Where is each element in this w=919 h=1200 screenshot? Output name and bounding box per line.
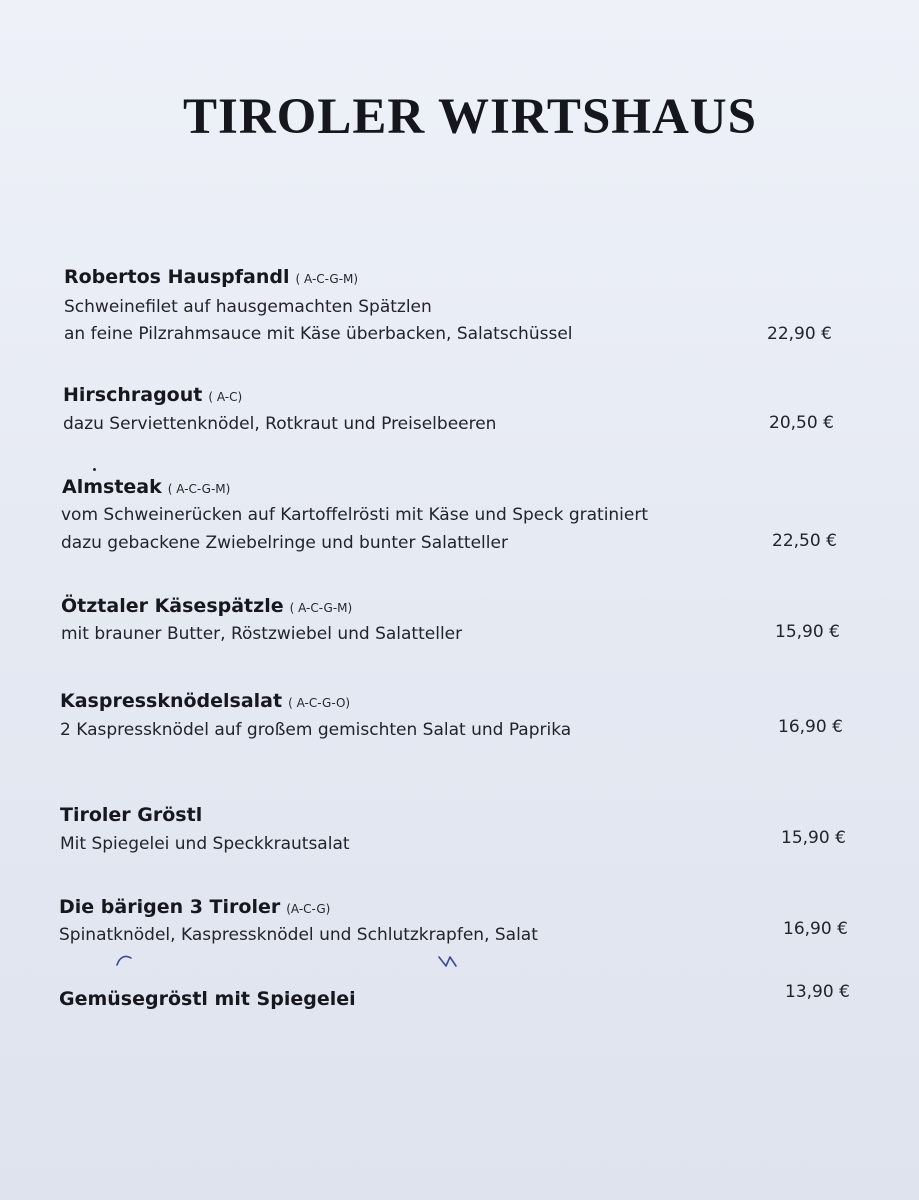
pen-mark-icon xyxy=(436,952,466,974)
allergen-codes: (A-C-G) xyxy=(286,902,331,916)
dish-name-line xyxy=(64,266,358,288)
dish-name: Tiroler Gröstl xyxy=(60,804,203,826)
dish-description: vom Schweinerücken auf Kartoffelrösti mit Käse und Speck gratiniert xyxy=(61,505,649,525)
dish-description: Schweinefilet auf hausgemachten Spätzlen xyxy=(64,297,432,317)
allergen-codes: ( A-C-G-M) xyxy=(289,601,353,615)
dish-description: dazu gebackene Zwiebelringe und bunter Salatteller xyxy=(61,533,508,553)
dish-name-line xyxy=(63,384,242,406)
dish-name-line xyxy=(59,896,330,918)
dish-name: Kaspressknödelsalat xyxy=(60,690,283,712)
dish-name-line xyxy=(60,804,202,826)
dish-name-line xyxy=(62,476,230,498)
dish-description: mit brauner Butter, Röstzwiebel und Salatteller xyxy=(61,624,463,644)
dish-name: Hirschragout xyxy=(63,384,203,406)
dish-name: Ötztaler Käsespätzle xyxy=(61,595,284,617)
dish-price: 16,90 € xyxy=(778,717,843,737)
dish-description: Mit Spiegelei und Speckkrautsalat xyxy=(60,834,350,854)
dish-description: an feine Pilzrahmsauce mit Käse überbacken, Salatschüssel xyxy=(64,324,573,344)
dish-description: dazu Serviettenknödel, Rotkraut und Preiselbeeren xyxy=(63,414,497,434)
allergen-codes: ( A-C-G-M) xyxy=(167,482,231,496)
dish-price: 13,90 € xyxy=(785,982,850,1002)
dish-price: 16,90 € xyxy=(783,919,848,939)
allergen-codes: ( A-C-G-M) xyxy=(295,272,359,286)
dish-price: 15,90 € xyxy=(775,622,840,642)
dish-name-line xyxy=(59,988,356,1010)
dish-name-line xyxy=(60,690,350,712)
menu-title: TIROLER WIRTSHAUS xyxy=(182,89,757,145)
dish-price: 22,50 € xyxy=(772,531,837,551)
dish-name: Almsteak xyxy=(62,476,162,498)
dish-price: 15,90 € xyxy=(781,828,846,848)
dish-name: Robertos Hauspfandl xyxy=(64,266,290,288)
dish-price: 20,50 € xyxy=(769,413,834,433)
dish-name: Gemüsegröstl mit Spiegelei xyxy=(59,988,356,1010)
dish-name: Die bärigen 3 Tiroler xyxy=(59,896,281,918)
pen-mark-icon xyxy=(112,950,142,972)
dish-description: Spinatknödel, Kaspressknödel und Schlutzkrapfen, Salat xyxy=(59,925,538,945)
dish-name-line xyxy=(61,595,352,617)
dish-description: 2 Kaspressknödel auf großem gemischten Salat und Paprika xyxy=(60,720,572,740)
ink-dot xyxy=(93,468,96,471)
allergen-codes: ( A-C-G-O) xyxy=(288,696,351,710)
allergen-codes: ( A-C) xyxy=(208,390,243,404)
dish-price: 22,90 € xyxy=(767,324,832,344)
